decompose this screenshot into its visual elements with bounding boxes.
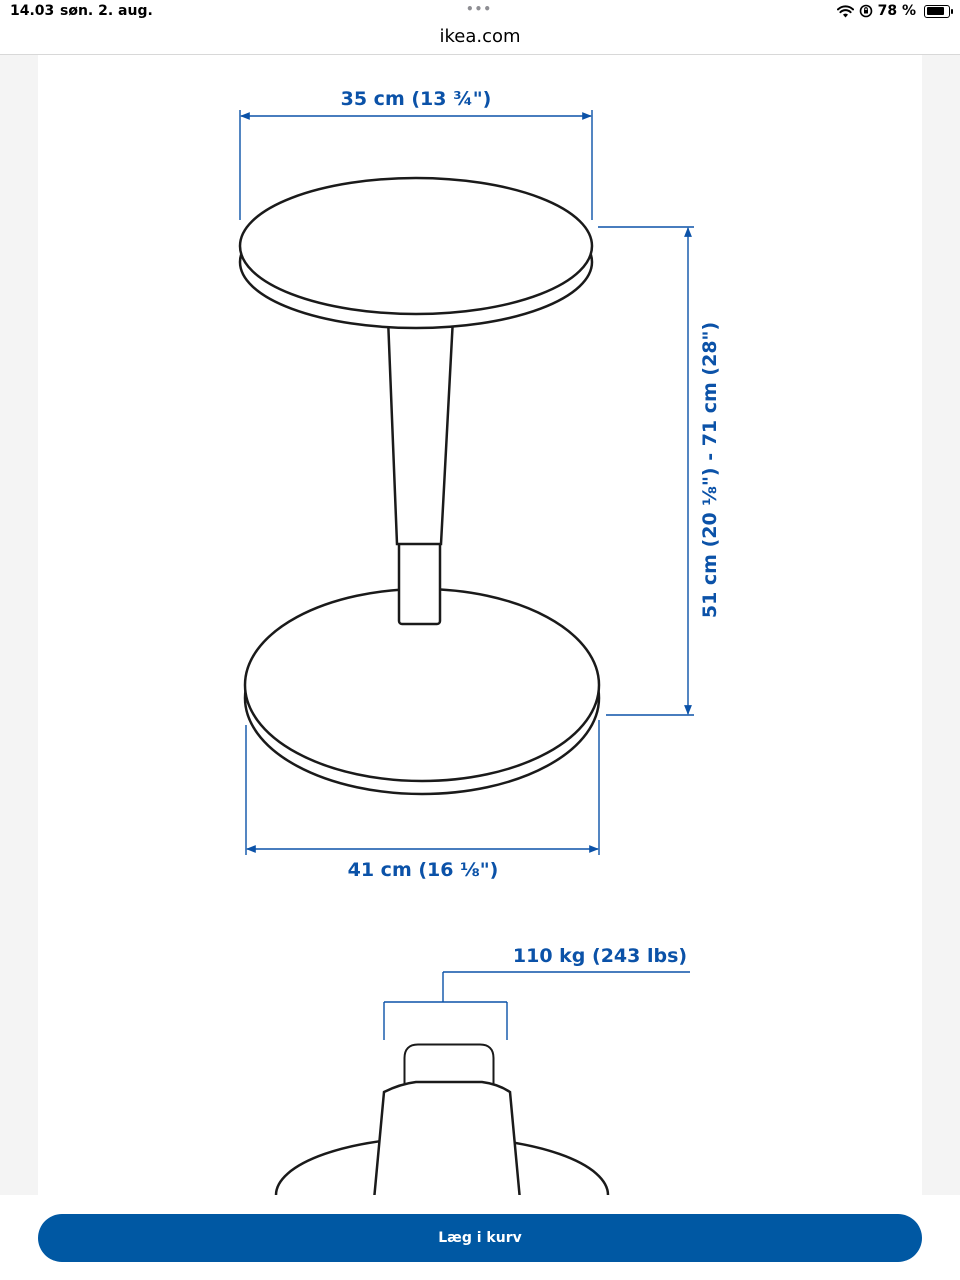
seat-top [240, 178, 592, 314]
height-range-label: 51 cm (20 ⅛") - 71 cm (28") [699, 321, 721, 619]
base-width-label: 41 cm (16 ⅛") [347, 859, 499, 881]
url-text: ikea.com [439, 26, 521, 47]
address-bar[interactable] [0, 24, 960, 55]
status-date: søn. 2. aug. [60, 3, 153, 19]
seat-width-label: 35 cm (13 ¾") [340, 88, 492, 110]
rotation-lock-icon [859, 4, 873, 18]
max-load-bracket [384, 972, 690, 1040]
status-time: 14.03 [10, 3, 55, 19]
left-gutter [0, 55, 38, 1195]
height-dimension [598, 227, 694, 715]
right-gutter [922, 55, 960, 1195]
wifi-icon [837, 5, 854, 18]
tabs-indicator[interactable]: ••• [466, 2, 493, 16]
max-load-label: 110 kg (243 lbs) [512, 945, 688, 967]
battery-percent: 78 % [877, 3, 916, 19]
battery-icon [924, 5, 950, 18]
lower-column [399, 542, 440, 624]
status-right [837, 3, 950, 19]
weight-illustration [276, 1046, 608, 1195]
add-to-cart-button[interactable]: Læg i kurv [38, 1214, 922, 1262]
upper-column [388, 318, 453, 544]
product-image-area [38, 55, 922, 1195]
bottom-action-bar [0, 1195, 960, 1280]
weight-body [374, 1082, 520, 1195]
stool-dimension-drawing [38, 55, 922, 1195]
status-bar [0, 0, 960, 24]
stool-illustration [240, 178, 599, 794]
